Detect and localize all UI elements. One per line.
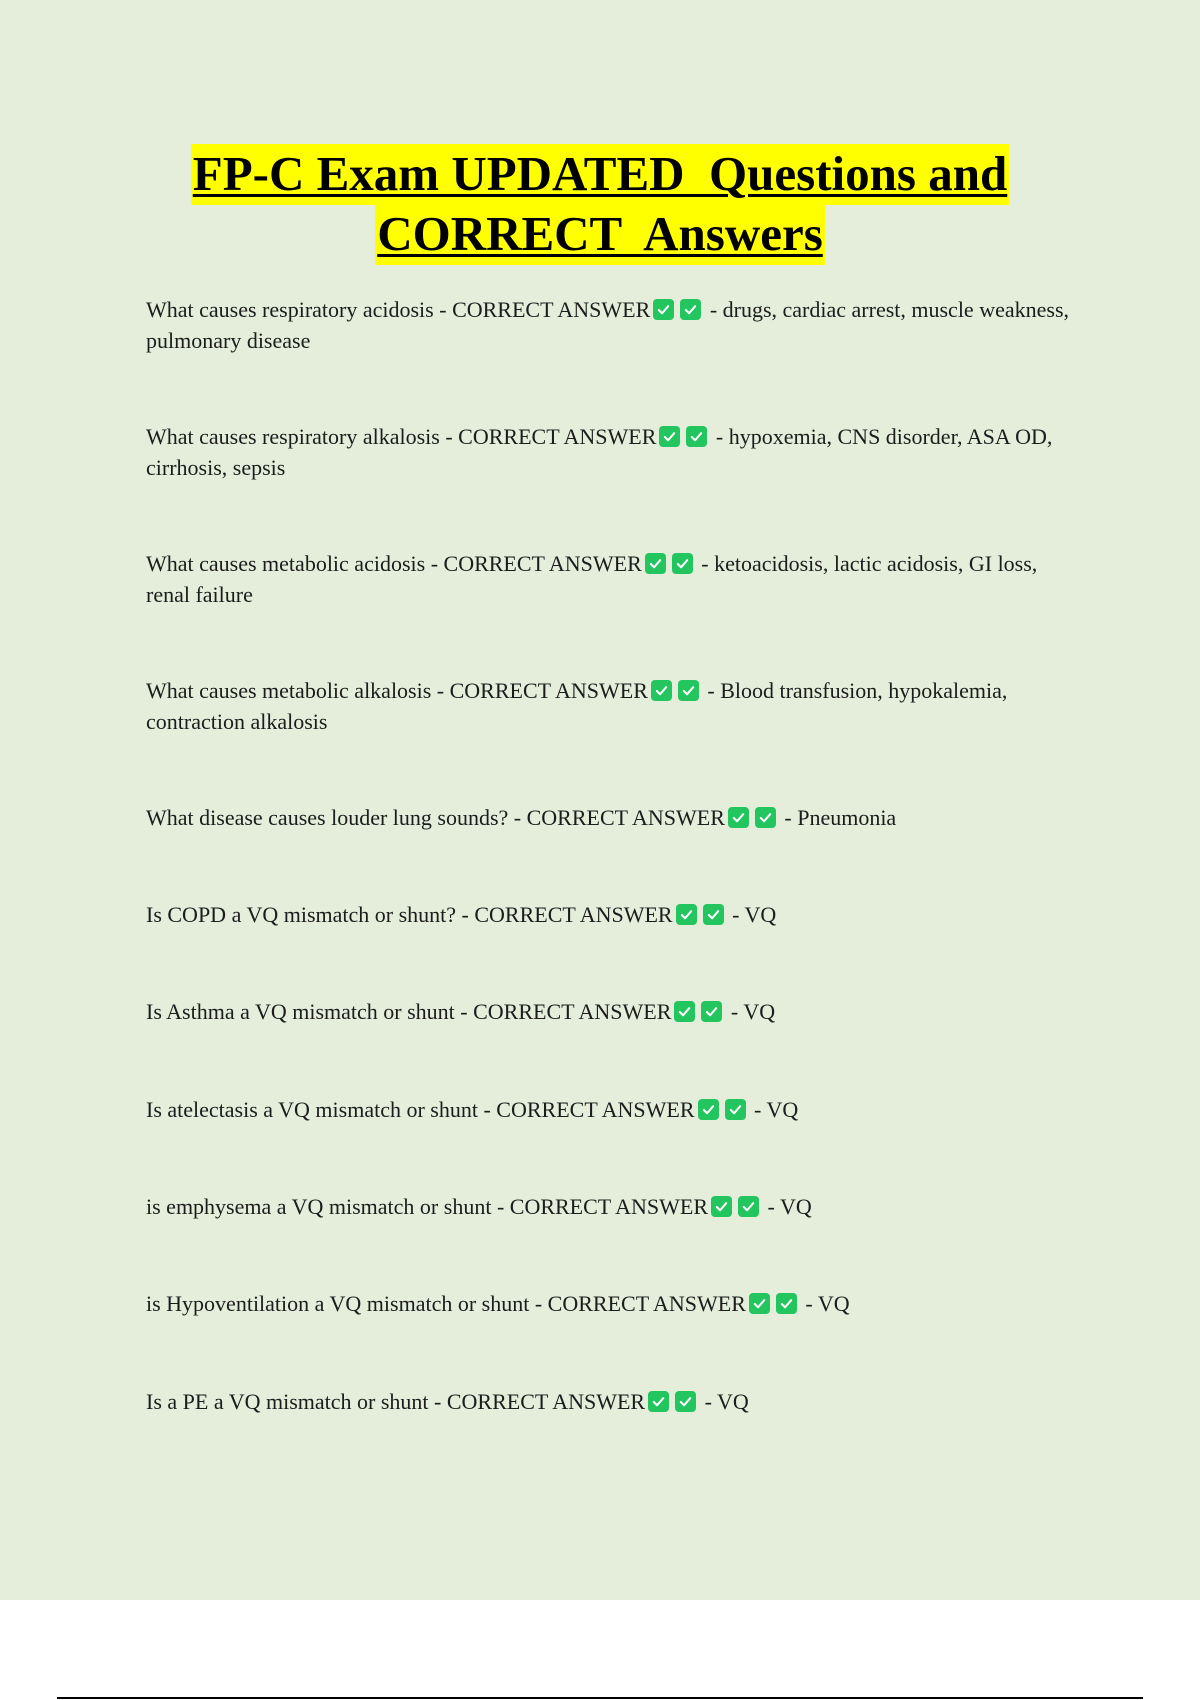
separator: - bbox=[725, 999, 744, 1024]
qa-item bbox=[146, 294, 1081, 356]
answer-text: VQ bbox=[766, 1097, 799, 1122]
answer-text: Blood transfusion, hypokalemia, contraction alkalosis bbox=[146, 678, 1008, 734]
correct-answer-marker: CORRECT ANSWER bbox=[509, 1194, 709, 1219]
question-text: Is COPD a VQ mismatch or shunt? bbox=[146, 902, 457, 927]
separator: - bbox=[748, 1097, 767, 1122]
answer-text: VQ bbox=[744, 902, 777, 927]
check-mark-icon bbox=[701, 1001, 722, 1022]
separator: - bbox=[425, 551, 444, 576]
qa-item bbox=[146, 548, 1081, 610]
qa-item bbox=[146, 1094, 1081, 1125]
check-mark-icon bbox=[672, 553, 693, 574]
question-text: Is atelectasis a VQ mismatch or shunt bbox=[146, 1097, 478, 1122]
question-text: What causes metabolic acidosis bbox=[146, 551, 426, 576]
check-mark-icon bbox=[711, 1196, 732, 1217]
question-text: Is a PE a VQ mismatch or shunt bbox=[146, 1389, 429, 1414]
check-mark-icon bbox=[648, 1391, 669, 1412]
separator: - bbox=[699, 1389, 718, 1414]
check-mark-icon bbox=[676, 904, 697, 925]
check-mark-icon bbox=[698, 1099, 719, 1120]
separator: - bbox=[431, 678, 450, 703]
check-mark-icon bbox=[749, 1293, 770, 1314]
check-mark-icon bbox=[703, 904, 724, 925]
separator: - bbox=[491, 1194, 510, 1219]
check-mark-icon bbox=[675, 1391, 696, 1412]
qa-item bbox=[146, 996, 1081, 1027]
correct-answer-marker: CORRECT ANSWER bbox=[473, 999, 672, 1024]
separator: - bbox=[762, 1194, 780, 1219]
separator: - bbox=[456, 902, 475, 927]
qa-item bbox=[146, 1191, 1081, 1222]
title-line-1 bbox=[191, 144, 1009, 204]
check-mark-icon bbox=[645, 553, 666, 574]
separator: - bbox=[704, 297, 723, 322]
answer-text: VQ bbox=[717, 1389, 749, 1414]
document-title bbox=[0, 144, 1200, 264]
separator: - bbox=[726, 902, 745, 927]
separator: - bbox=[508, 805, 527, 830]
answer-text: ketoacidosis, lactic acidosis, GI loss, renal failure bbox=[146, 551, 1038, 607]
qa-item bbox=[146, 802, 1081, 833]
separator: - bbox=[701, 678, 721, 703]
correct-answer-marker: CORRECT ANSWER bbox=[446, 1389, 646, 1414]
question-text: Is Asthma a VQ mismatch or shunt bbox=[146, 999, 455, 1024]
answer-text: hypoxemia, CNS disorder, ASA OD, cirrhosis, sepsis bbox=[146, 424, 1053, 480]
separator: - bbox=[454, 999, 474, 1024]
question-text: is Hypoventilation a VQ mismatch or shunt bbox=[146, 1291, 530, 1316]
question-text: What disease causes louder lung sounds? bbox=[146, 805, 509, 830]
question-text: What causes respiratory acidosis bbox=[146, 297, 434, 322]
correct-answer-marker: CORRECT ANSWER bbox=[443, 551, 642, 576]
check-mark-icon bbox=[728, 807, 749, 828]
correct-answer-marker: CORRECT ANSWER bbox=[449, 678, 648, 703]
check-mark-icon bbox=[776, 1293, 797, 1314]
check-mark-icon bbox=[653, 299, 674, 320]
check-mark-icon bbox=[674, 1001, 695, 1022]
question-text: is emphysema a VQ mismatch or shunt bbox=[146, 1194, 492, 1219]
qa-item bbox=[146, 421, 1081, 483]
separator: - bbox=[477, 1097, 497, 1122]
question-text: What causes respiratory alkalosis bbox=[146, 424, 440, 449]
separator: - bbox=[428, 1389, 447, 1414]
separator: - bbox=[710, 424, 729, 449]
correct-answer-marker: CORRECT ANSWER bbox=[452, 297, 651, 322]
correct-answer-marker: CORRECT ANSWER bbox=[496, 1097, 695, 1122]
correct-answer-marker: CORRECT ANSWER bbox=[547, 1291, 746, 1316]
check-mark-icon bbox=[651, 680, 672, 701]
correct-answer-marker: CORRECT ANSWER bbox=[458, 424, 657, 449]
answer-text: VQ bbox=[743, 999, 776, 1024]
separator: - bbox=[433, 297, 453, 322]
answer-text: Pneumonia bbox=[797, 805, 897, 830]
qa-item bbox=[146, 675, 1081, 737]
separator: - bbox=[778, 805, 798, 830]
check-mark-icon bbox=[680, 299, 701, 320]
check-mark-icon bbox=[725, 1099, 746, 1120]
qa-item bbox=[146, 1288, 1081, 1319]
answer-text: VQ bbox=[817, 1291, 850, 1316]
answer-text: VQ bbox=[779, 1194, 812, 1219]
check-mark-icon bbox=[738, 1196, 759, 1217]
correct-answer-marker: CORRECT ANSWER bbox=[526, 805, 725, 830]
title-line-1-text: FP-C Exam UPDATED Questions and bbox=[191, 144, 1009, 205]
separator: - bbox=[529, 1291, 548, 1316]
qa-item bbox=[146, 899, 1081, 930]
footer-divider bbox=[57, 1697, 1143, 1699]
separator: - bbox=[799, 1291, 818, 1316]
check-mark-icon bbox=[755, 807, 776, 828]
separator: - bbox=[439, 424, 459, 449]
title-line-2 bbox=[375, 204, 825, 264]
qa-item bbox=[146, 1386, 1081, 1417]
question-text: What causes metabolic alkalosis bbox=[146, 678, 432, 703]
check-mark-icon bbox=[678, 680, 699, 701]
check-mark-icon bbox=[686, 426, 707, 447]
check-mark-icon bbox=[659, 426, 680, 447]
separator: - bbox=[695, 551, 715, 576]
title-line-2-text: CORRECT Answers bbox=[375, 204, 825, 265]
correct-answer-marker: CORRECT ANSWER bbox=[474, 902, 673, 927]
answer-text: drugs, cardiac arrest, muscle weakness, pulmonary disease bbox=[146, 297, 1070, 353]
